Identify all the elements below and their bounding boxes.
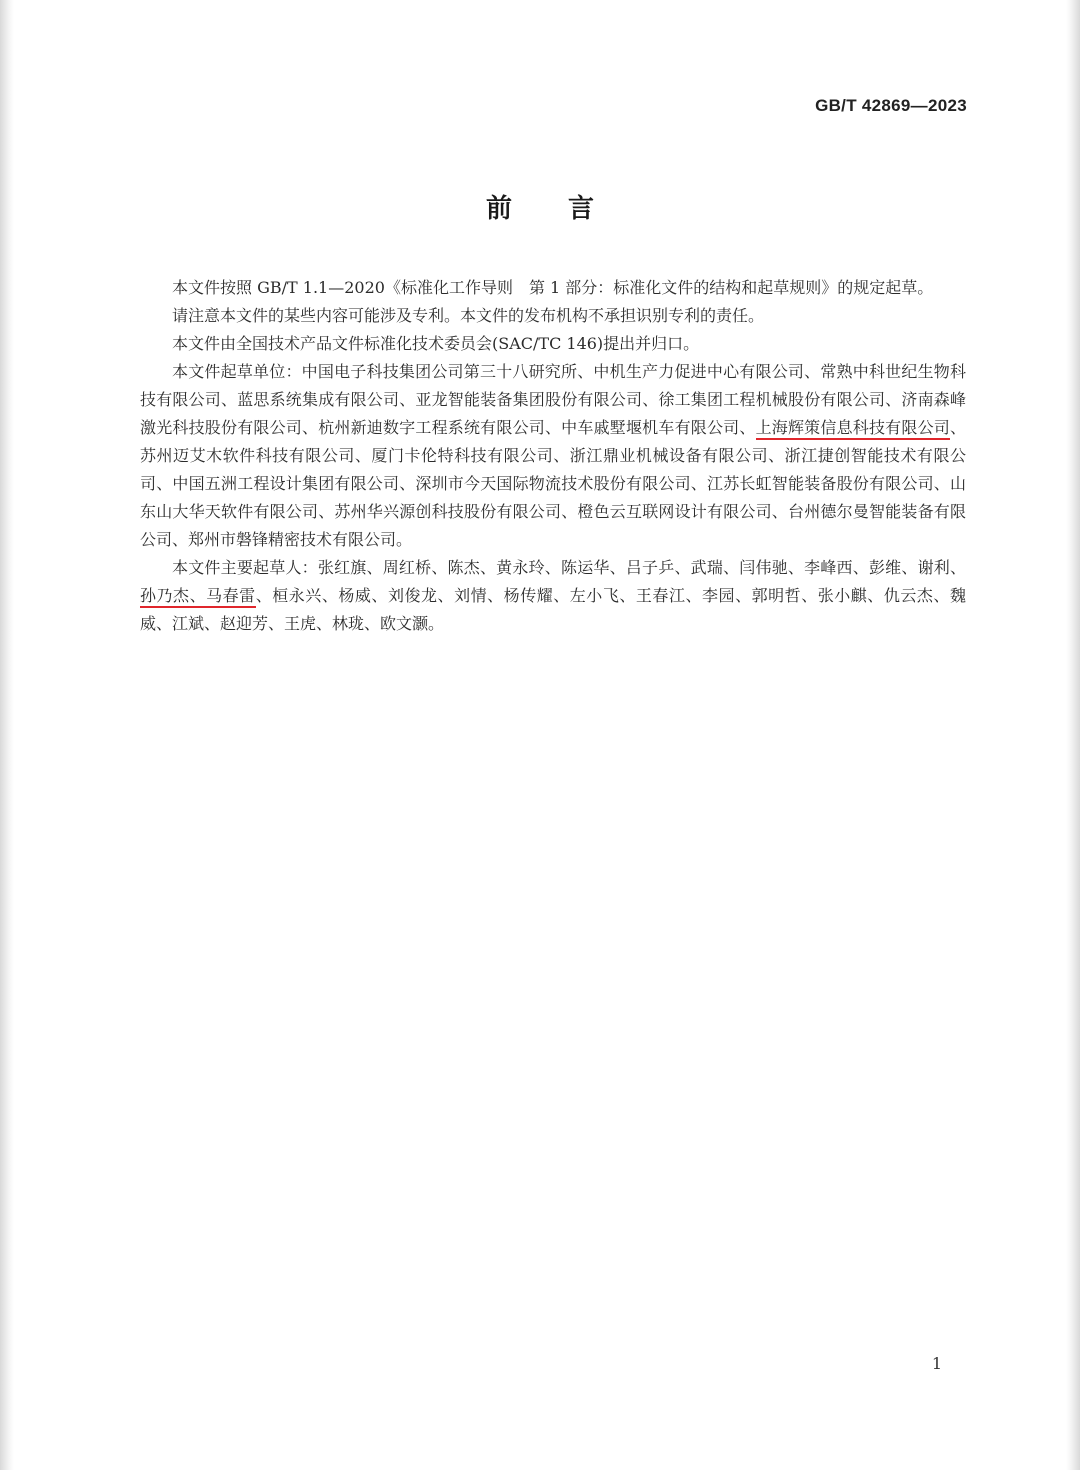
title-char-1: 前 <box>485 194 512 224</box>
drafter-separator: 、 <box>189 586 207 605</box>
drafting-units-text-after: 、苏州迈艾木软件科技有限公司、厦门卡伦特科技有限公司、浙江鼎业机械设备有限公司、浙江捷创智能技术有限公司、中国五洲工程设计集团有限公司、深圳市今天国际物流技术股份有限公司、江苏长虹智能装备股份有限公司、山东山大华天软件有限公司、苏州华兴源创科技股份有限公司、橙色云互联网设计有限公司、台州德尔曼智能装备有限公司、郑州市磐锋精密技术有限公司。 <box>140 418 966 549</box>
drafters-text-before: 本文件主要起草人：张红旗、周红桥、陈杰、黄永玲、陈运华、吕子乒、武瑞、闫伟驰、李峰西、彭维、谢利、 <box>172 558 966 577</box>
paragraph-drafting-rule: 本文件按照 GB/T 1.1—2020《标准化工作导则 第 1 部分：标准化文件的结构和起草规则》的规定起草。 <box>172 278 934 297</box>
page-number: 1 <box>931 1354 942 1373</box>
paragraph-drafters <box>140 554 966 638</box>
drafting-units-text-before: 本文件起草单位：中国电子科技集团公司第三十八研究所、中机生产力促进中心有限公司、常熟中科世纪生物科技有限公司、蓝思系统集成有限公司、亚龙智能装备集团股份有限公司、徐工集团工程机械股份有限公司、济南森峰激光科技股份有限公司、杭州新迪数字工程系统有限公司、中车戚墅堰机车有限公司、 <box>140 362 966 437</box>
foreword-body <box>140 274 966 638</box>
highlighted-drafters <box>140 586 256 608</box>
drafters-text-after: 、桓永兴、杨威、刘俊龙、刘情、杨传耀、左小飞、王春江、李园、郭明哲、张小麒、仇云杰、魏威、江斌、赵迎芳、王虎、林珑、欧文灏。 <box>140 586 966 633</box>
highlighted-unit: 上海辉策信息科技有限公司 <box>756 418 950 440</box>
highlighted-drafter-2: 马春雷 <box>206 586 256 605</box>
page-title <box>0 188 1080 225</box>
title-char-2: 言 <box>568 194 595 224</box>
highlighted-drafter-1: 孙乃杰 <box>140 586 190 605</box>
paragraph-proposer: 本文件由全国技术产品文件标准化技术委员会(SAC/TC 146)提出并归口。 <box>172 334 700 353</box>
paragraph-drafting-units <box>140 358 966 554</box>
paragraph-patent-notice: 请注意本文件的某些内容可能涉及专利。本文件的发布机构不承担识别专利的责任。 <box>172 306 765 325</box>
standard-number: GB/T 42869—2023 <box>815 96 967 115</box>
